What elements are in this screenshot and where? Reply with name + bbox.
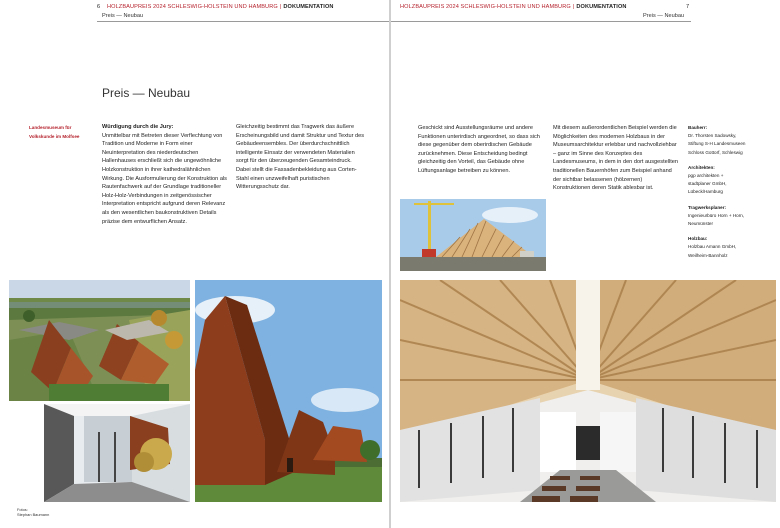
credit-line: Dr. Thorsten Sadowsky, (688, 133, 737, 139)
text-column-4 (553, 124, 681, 193)
page-title: Preis — Neubau (102, 86, 191, 100)
running-header (107, 4, 334, 10)
project-credits (688, 124, 776, 267)
photo-credit (17, 507, 49, 517)
credit-label: Architekten: (688, 164, 715, 170)
photo-corten-exterior (195, 280, 382, 502)
credit-label: Holzbau: (688, 236, 708, 242)
credit-block-client (688, 124, 776, 157)
project-name: Landesmuseum für Volkskunde im Molfsee (29, 125, 80, 139)
header-publication: HOLZBAUPREIS 2024 SCHLESWIG-HOLSTEIN UND HAMBURG (400, 4, 571, 10)
header-section: DOKUMENTATION (576, 4, 627, 10)
photo-interior-corridor (44, 404, 190, 502)
header-publication: HOLZBAUPREIS 2024 SCHLESWIG-HOLSTEIN UND HAMBURG (107, 4, 278, 10)
credit-block-timber (688, 235, 776, 260)
photo-credit-label: Fotos: (17, 507, 28, 512)
page-number: 6 (97, 4, 101, 10)
credit-line: Lübeck/Hamburg (688, 189, 723, 195)
jury-heading: Würdigung durch die Jury: (102, 124, 174, 130)
header-separator: | (572, 4, 575, 10)
credit-line: pgp architekten + (688, 173, 724, 179)
header-rule (391, 21, 691, 22)
text-column-1 (102, 123, 230, 226)
credit-block-structural (688, 204, 776, 229)
header-separator: | (279, 4, 282, 10)
credit-line: Weilheim-Bannholz (688, 252, 728, 258)
sub-header: Preis — Neubau (643, 13, 685, 19)
right-page (391, 0, 780, 528)
credit-line: Ingenieurbüro Horn + Horn, (688, 212, 745, 218)
photo-construction-site (400, 199, 546, 271)
left-page (0, 0, 389, 528)
running-header (400, 4, 627, 10)
credit-label: Bauherr: (688, 125, 708, 130)
text-column-2 (236, 123, 364, 192)
credit-line: Neumünster (688, 221, 714, 227)
credit-line: stadtplaner GmbH, (688, 181, 727, 187)
body-text-3: Geschickt sind Ausstellungsräume und andere Funktionen unterirdisch angeordnet, so dass sich diese gegenüber dem oberirdischen Gebäude zurücknehmen. Diese Entscheidung bedingt gleichzeitig den Vorteil, das Gebäude ohne Lüftungsanlage betreiben zu können. (418, 125, 540, 174)
credit-line: Stiftung S-H Landesmuseen (688, 141, 746, 147)
photo-credit-name: Stephan Baumann (17, 512, 50, 517)
body-text-4: Mit diesem außerordentlichen Beispiel werden die Möglichkeiten des modernen Holzbaus in der Museumsarchitektur erlebbar und nachvollziehbar – ganz im Sinne des Konzeptes des Landesmuseums, in dem in den dort ausgestellten traditionellen Bauernhöfen zum Beispiel anhand der sichtbar belassenen (hölzernen) Konstruktionen deren Statik ablesbar ist. (553, 125, 679, 192)
sub-header: Preis — Neubau (102, 13, 144, 19)
credit-line: Holzbau Amann GmbH, (688, 244, 737, 250)
text-column-3 (418, 124, 546, 176)
credit-label: Tragwerksplaner: (688, 204, 727, 210)
photo-timber-hall-interior (400, 280, 776, 502)
body-text-2: Gleichzeitig bestimmt das Tragwerk das äußere Erscheinungsbild und damit Struktur und Textur des Gebäudeensembles. Der überdurchschnittlich intelligente Einsatz der verwendeten Materialien sorgt für den überzeugenden Gesamteindruck. Dabei stellt die Fassadenbekleidung aus Corten-Stahl einen unzweifelhaft puristischen Witterungsschutz dar. (236, 124, 365, 191)
credit-block-architects (688, 164, 776, 197)
credit-line: Schloss Gottorf, Schleswig (688, 149, 743, 155)
header-rule (97, 21, 389, 22)
page-number: 7 (686, 4, 690, 10)
body-text-1: Unmittelbar mit Betreten dieser Verflechtung von Tradition und Moderne in Form einer Neuinterpretation des niederdeutschen Hallenhauses erschließt sich die ungewöhnliche Holzkonstruktion in ihrer kathedralähnlichen Wirkung. Die Ausformulierung der Konstruktion als Rautenfachwerk auf der Grundlage traditioneller Holz-Holz-Verbindungen in zeitgenössischer Interpretation entspricht aufgrund deren Relevanz als den wesentlichen baukonstruktiven Details präzise dem entwurflichen Ansatz. (102, 132, 227, 225)
header-section: DOKUMENTATION (283, 4, 334, 10)
photo-aerial-view (9, 280, 190, 401)
